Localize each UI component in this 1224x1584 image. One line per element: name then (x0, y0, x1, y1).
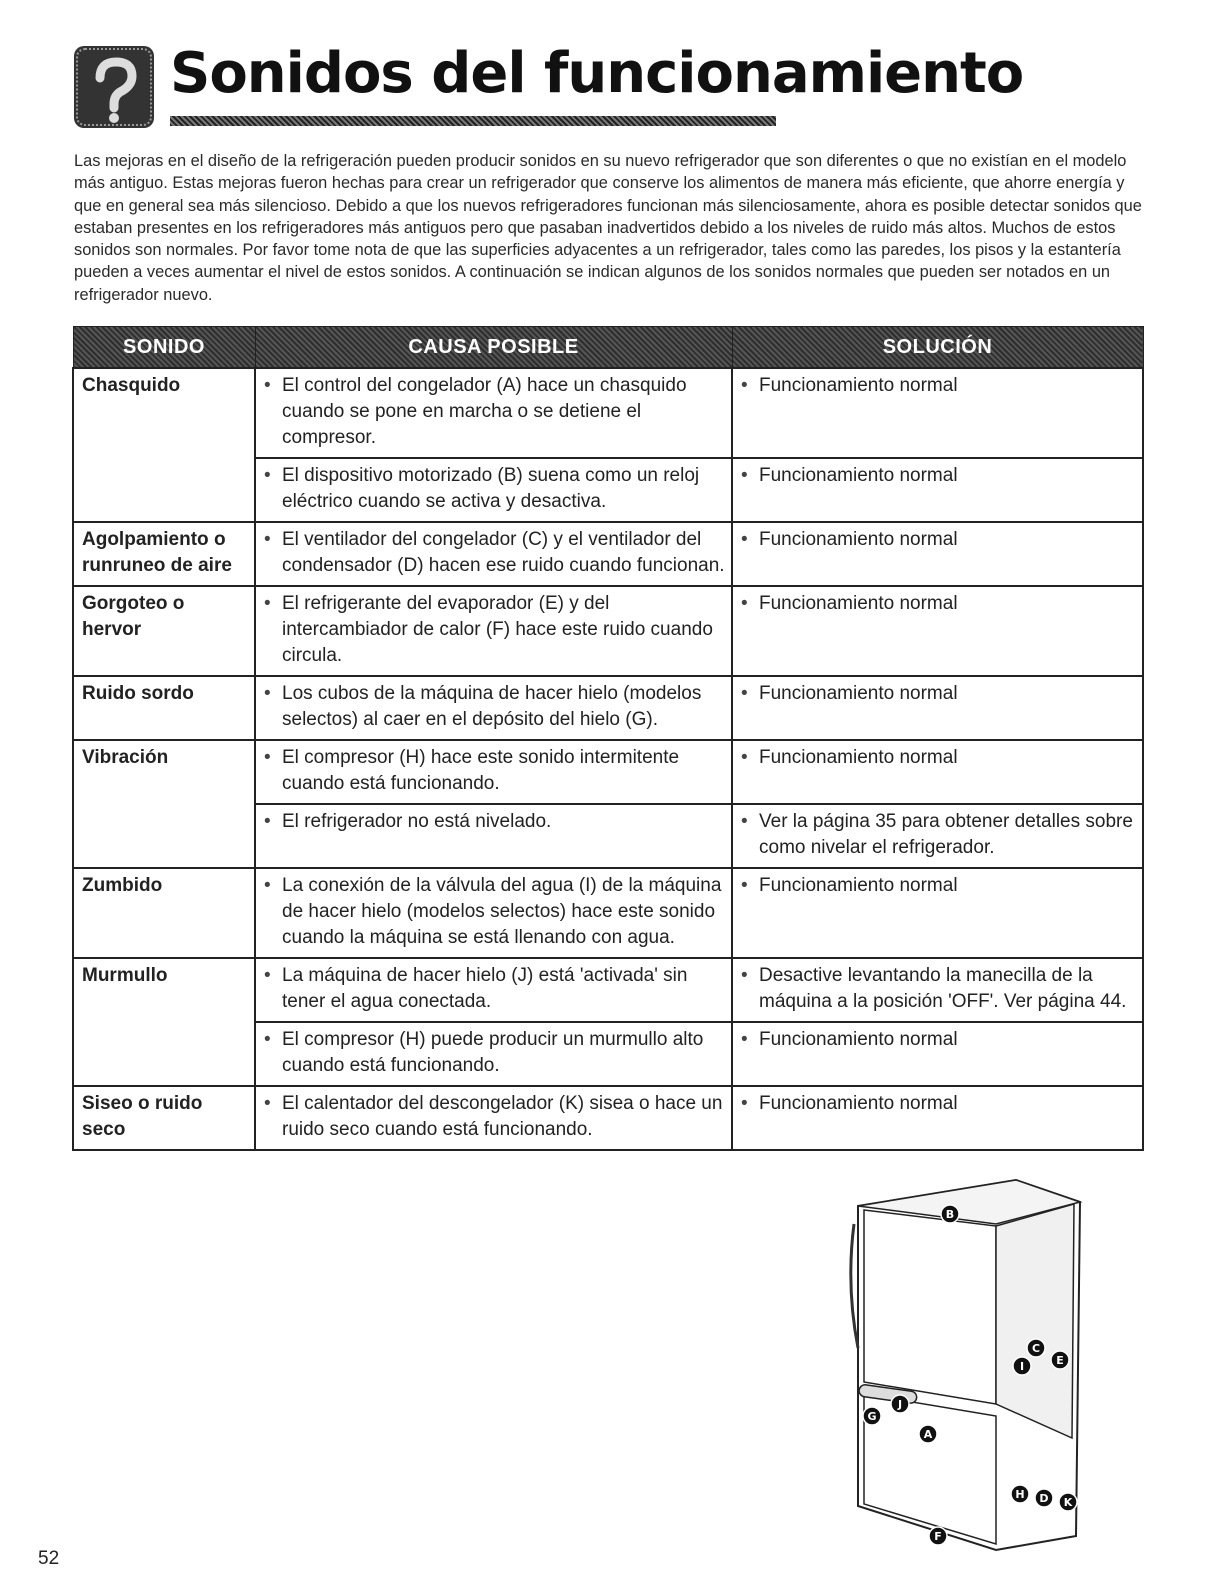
callout-label: D (1039, 1492, 1049, 1505)
bullet-marker: • (741, 465, 748, 486)
table-row (73, 522, 1143, 586)
table-row (73, 868, 1143, 958)
sound-cell: Zumbido (73, 868, 255, 958)
title-underline (170, 116, 776, 126)
table-row (73, 368, 1143, 458)
solution-cell (732, 804, 1143, 868)
cause-cell (255, 804, 732, 868)
intro-paragraph: Las mejoras en el diseño de la refrigeración pueden producir sonidos en su nuevo refrigerador que son diferentes o que no existían en el modelo más antiguo. Estas mejoras fueron hechas para crear un refrigerador que conserve los alimentos de manera más eficiente, que ahorre energía y que en general sea más silencioso. Debido a que los nuevos refrigeradores funcionan más silenciosamente, ahora es posible detectar sonidos que estaban presentes en los refrigeradores más antiguos pero que pasaban inadvertidos debido a los niveles de ruido más altos. Muchos de estos sonidos son normales. Por favor tome nota de que las superficies adyacentes a un refrigerador, tales como las paredes, los pisos y la estantería pueden a veces aumentar el nivel de estos sonidos. A continuación se indican algunos de los sonidos normales que pueden ser notados en un refrigerador nuevo. (74, 152, 1142, 304)
solution-cell (732, 676, 1143, 740)
solution-text: Funcionamiento normal (759, 1093, 958, 1114)
cause-text: La conexión de la válvula del agua (I) de la máquina de hacer hielo (modelos selectos) hace este sonido cuando la máquina se está llenando con agua. (282, 875, 722, 948)
callout-label: J (897, 1398, 903, 1411)
callout-D (1035, 1489, 1053, 1507)
sounds-table (72, 326, 1144, 1151)
solution-text: Funcionamiento normal (759, 465, 958, 486)
solution-text: Desactive levantando la manecilla de la máquina a la posición 'OFF'. Ver página 44. (759, 965, 1127, 1012)
cause-cell (255, 958, 732, 1022)
solution-cell (732, 958, 1143, 1022)
solution-text: Funcionamiento normal (759, 375, 958, 396)
table-header-row (73, 327, 1143, 369)
bullet-marker: • (741, 965, 748, 986)
cause-cell (255, 522, 732, 586)
bullet-marker: • (264, 965, 271, 986)
callout-J (891, 1395, 909, 1413)
header-solucion: SOLUCIÓN (732, 327, 1143, 369)
cause-cell (255, 868, 732, 958)
bullet-marker: • (264, 811, 271, 832)
callout-F (929, 1527, 947, 1545)
callout-label: F (934, 1530, 942, 1543)
sound-cell: Gorgoteo o hervor (73, 586, 255, 676)
question-mark-icon (74, 46, 154, 128)
callout-I (1013, 1357, 1031, 1375)
cause-cell (255, 1086, 732, 1150)
header-sonido: SONIDO (73, 327, 255, 369)
bullet-marker: • (741, 375, 748, 396)
table-row (73, 740, 1143, 804)
bullet-marker: • (264, 529, 271, 550)
solution-text: Funcionamiento normal (759, 875, 958, 896)
page-number: 52 (38, 1548, 60, 1569)
callout-A (919, 1425, 937, 1443)
solution-cell (732, 1022, 1143, 1086)
cause-cell (255, 458, 732, 522)
sound-cell: Agolpamiento o runruneo de aire (73, 522, 255, 586)
cause-text: El compresor (H) hace este sonido intermitente cuando está funcionando. (282, 747, 680, 794)
cause-text: El calentador del descongelador (K) sisea o hace un ruido seco cuando está funcionando. (282, 1093, 723, 1140)
solution-text: Ver la página 35 para obtener detalles sobre como nivelar el refrigerador. (759, 811, 1133, 858)
solution-text: Funcionamiento normal (759, 593, 958, 614)
callout-G (863, 1407, 881, 1425)
cause-cell (255, 1022, 732, 1086)
bullet-marker: • (264, 1093, 271, 1114)
cause-text: La máquina de hacer hielo (J) está 'activada' sin tener el agua conectada. (282, 965, 688, 1012)
table-row (73, 586, 1143, 676)
solution-text: Funcionamiento normal (759, 747, 958, 768)
callout-C (1027, 1339, 1045, 1357)
cause-text: El refrigerador no está nivelado. (282, 811, 552, 832)
cause-cell (255, 586, 732, 676)
table-row (73, 676, 1143, 740)
table-row (73, 958, 1143, 1022)
cause-text: El ventilador del congelador (C) y el ventilador del condensador (D) hacen ese ruido cuando funcionan. (282, 529, 725, 576)
header-causa-posible: CAUSA POSIBLE (255, 327, 732, 369)
solution-text: Funcionamiento normal (759, 683, 958, 704)
callout-label: C (1031, 1342, 1041, 1355)
bullet-marker: • (741, 747, 748, 768)
callout-label: K (1063, 1496, 1073, 1509)
bullet-marker: • (264, 683, 271, 704)
solution-cell (732, 368, 1143, 458)
sound-cell: Vibración (73, 740, 255, 868)
callout-label: H (1015, 1488, 1025, 1501)
callout-E (1051, 1351, 1069, 1369)
bullet-marker: • (264, 747, 271, 768)
solution-text: Funcionamiento normal (759, 529, 958, 550)
sound-cell: Murmullo (73, 958, 255, 1086)
table-row (73, 1086, 1143, 1150)
callout-label: E (1056, 1354, 1064, 1367)
cause-text: El compresor (H) puede producir un murmullo alto cuando está funcionando. (282, 1029, 704, 1076)
bullet-marker: • (264, 875, 271, 896)
bullet-marker: • (741, 1093, 748, 1114)
bullet-marker: • (741, 683, 748, 704)
cause-cell (255, 676, 732, 740)
refrigerator-diagram (836, 1176, 1088, 1556)
callout-label: I (1019, 1360, 1025, 1373)
callout-label: G (867, 1410, 877, 1423)
bullet-marker: • (741, 593, 748, 614)
cause-text: El dispositivo motorizado (B) suena como un reloj eléctrico cuando se activa y desactiva. (282, 465, 700, 512)
sound-cell: Siseo o ruido seco (73, 1086, 255, 1150)
bullet-marker: • (741, 811, 748, 832)
bullet-marker: • (741, 875, 748, 896)
callout-label: A (923, 1428, 933, 1441)
solution-text: Funcionamiento normal (759, 1029, 958, 1050)
cause-text: Los cubos de la máquina de hacer hielo (modelos selectos) al caer en el depósito del hielo (G). (282, 683, 702, 730)
bullet-marker: • (264, 593, 271, 614)
cause-text: El control del congelador (A) hace un chasquido cuando se pone en marcha o se detiene el compresor. (282, 375, 687, 448)
sound-cell: Ruido sordo (73, 676, 255, 740)
bullet-marker: • (264, 465, 271, 486)
solution-cell (732, 522, 1143, 586)
solution-cell (732, 458, 1143, 522)
cause-text: El refrigerante del evaporador (E) y del intercambiador de calor (F) hace este ruido cuando circula. (282, 593, 713, 666)
cause-cell (255, 740, 732, 804)
callout-label: B (945, 1208, 955, 1221)
callout-K (1059, 1493, 1077, 1511)
solution-cell (732, 586, 1143, 676)
cause-cell (255, 368, 732, 458)
callout-H (1011, 1485, 1029, 1503)
bullet-marker: • (264, 375, 271, 396)
bullet-marker: • (264, 1029, 271, 1050)
bullet-marker: • (741, 1029, 748, 1050)
bullet-marker: • (741, 529, 748, 550)
callout-B (941, 1205, 959, 1223)
solution-cell (732, 1086, 1143, 1150)
solution-cell (732, 740, 1143, 804)
page-title: Sonidos del funcionamiento (170, 41, 1024, 106)
sound-cell: Chasquido (73, 368, 255, 522)
solution-cell (732, 868, 1143, 958)
